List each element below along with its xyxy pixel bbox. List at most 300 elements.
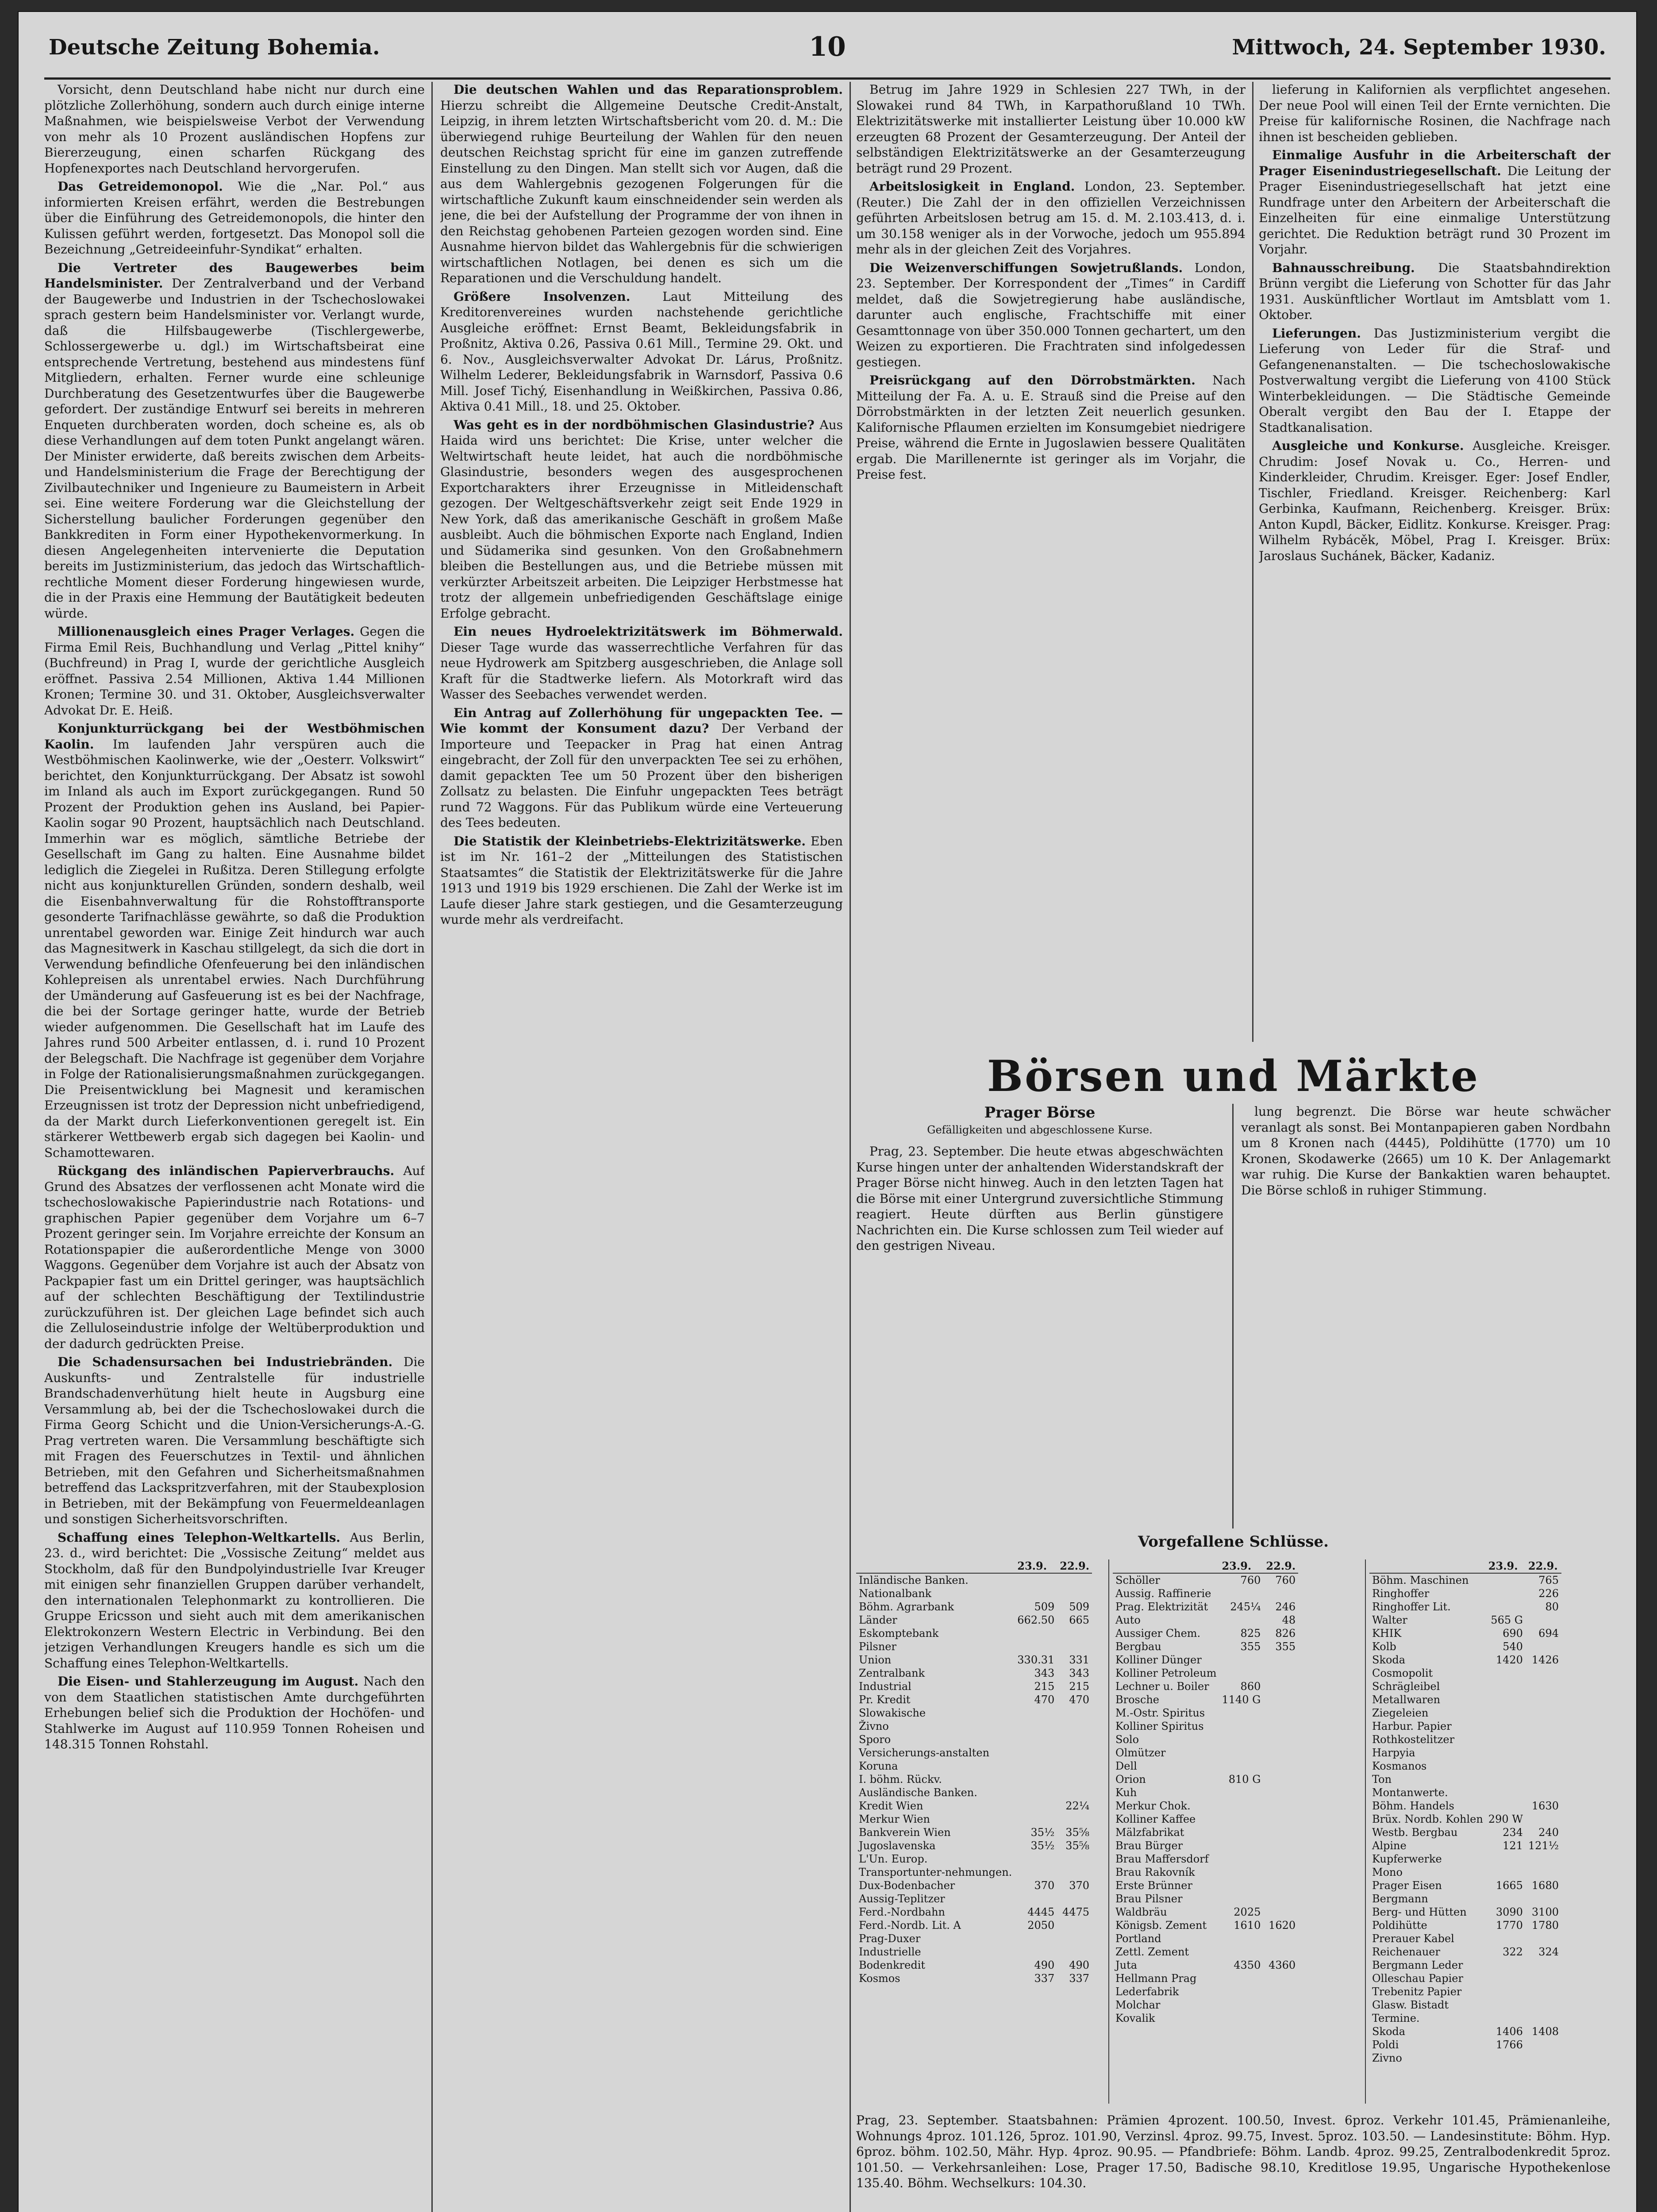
article-text: Eben ist im Nr. 161–2 der „Mitteilungen des Statistischen Staatsamtes“ die Statistik der Elektrizitätswerke für die Jahre 1913 und 1919 bis 1929 erschienen. Die Zahl der Werke ist im Laufe dieser Jahre stark gestiegen, und die Gesamterzeugung wurde mehr als verdreifacht. [440,833,843,927]
table-row [1113,1773,1298,1786]
price-cell: 810 G [1228,1773,1261,1786]
price-cell [1263,1892,1298,1905]
price-cell: 760 [1240,1574,1261,1586]
price-cell: 1140 G [1222,1694,1261,1706]
price-cell [1015,1720,1057,1733]
price-cell [1263,1587,1298,1600]
table-row [1369,1985,1561,1998]
price-cell [1015,1799,1057,1813]
security-name-cell: Aussig. Raffinerie [1115,1587,1211,1600]
price-cell [1219,1866,1263,1879]
article-text: Laut Mitteilung des Kreditorenvereines wurden nachstehende gerichtliche Ausgleiche eröffnet: Ernst Beamt, Bekleidungsfabrik in Proßnitz, Aktiva 0.26, Passiva 0.61 Mill., Termine 29. Okt. und 6. Nov., Ausgleichsverwalter Advokat Dr. Lárus, Proßnitz. Wilhelm Lederer, Bekleidungsfabrik in Warnsdorf, Passiva 0.6 Mill. Josef Tichý, Eisenhandlung in Weißkirchen, Passiva 0.86, Aktiva 0.41 Mill., 18. und 25. Oktober. [440,289,843,414]
table-row [1113,1706,1298,1720]
table-row [1369,1919,1561,1932]
security-name-cell: Aussiger Chem. [1115,1627,1201,1640]
article-heading: Die Schadensursachen bei Industriebränden. [58,1355,393,1369]
table-header-cell: 22.9. [1526,1559,1561,1573]
price-cell [1263,1693,1298,1706]
security-name-cell: Termine. [1372,2012,1420,2024]
price-cell [1057,1627,1092,1640]
security-name-cell: Juta [1115,1959,1138,1971]
table-divider [1108,1559,1109,2104]
price-cell: 1620 [1269,1919,1296,1932]
security-name-cell: Jugoslavenska [859,1839,936,1852]
price-cell: 330.31 [1017,1654,1055,1666]
security-name-cell: Rothkostelitzer [1372,1733,1455,1746]
table-row [1369,1892,1561,1905]
article-heading: Konjunkturrückgang bei der Westböhmischen Kaolin. [44,721,425,752]
price-cell: 470 [1034,1694,1055,1706]
price-cell [1219,1985,1263,1998]
price-cell [1263,1720,1298,1733]
security-name-cell: Inländische Banken. [859,1574,969,1586]
price-cell [1219,1852,1263,1866]
security-name-cell: Mono [1372,1866,1403,1878]
price-cell: 1406 [1496,2025,1523,2038]
price-cell: 470 [1069,1694,1090,1706]
article-heading: Bahnausschreibung. [1272,260,1415,275]
price-cell [1219,1746,1263,1759]
table-row [856,1706,1092,1720]
price-cell [1486,1998,1526,2012]
price-cell [1015,1786,1057,1799]
price-cell [1486,1892,1526,1905]
price-cell: 322 [1503,1946,1523,1958]
price-cell [1263,1932,1298,1945]
price-cell [1486,1680,1526,1693]
price-cell [1263,1972,1298,1985]
security-name-cell: Transportunter-nehmungen. [859,1866,1012,1878]
article-text: Der Verband der Importeure und Teepacker in Prag hat einen Antrag eingebracht, der Zoll für den unverpackten Tee sei zu erhöhen, damit gepackten Tee um 50 Prozent über den bisherigen Zollsatz zu belasten. Die Einfuhr ungepackten Tees beträgt rund 72 Waggons. Für das Publikum würde eine Verteuerung des Tees bedeuten. [440,721,843,830]
price-cell: 215 [1069,1680,1090,1693]
article-paragraph [440,289,843,415]
security-name-cell: Hellmann Prag [1115,1972,1197,1985]
security-name-cell: Kolliner Petroleum [1115,1667,1217,1679]
price-cell: 490 [1034,1959,1055,1971]
price-cell [1263,1706,1298,1720]
table-row [1113,1720,1298,1733]
table-row [856,1587,1092,1600]
article-paragraph [856,179,1246,257]
table-row [1369,1733,1561,1746]
article-heading: Die Eisen- und Stahlerzeugung im August. [58,1674,359,1689]
price-cell [1486,1720,1526,1733]
column-rule [431,82,433,2212]
price-cell [1263,1839,1298,1852]
price-cell: 226 [1538,1587,1559,1600]
security-name-cell: Trebenitz Papier [1372,1985,1462,1998]
security-name-cell: Union [859,1654,892,1666]
table-row [1113,1813,1298,1826]
table-header-row [1369,1559,1561,1573]
price-cell [1219,1667,1263,1680]
table-row [1369,1998,1561,2012]
article-heading: Größere Insolvenzen. [454,289,631,304]
security-name-cell: Reichenauer [1372,1946,1440,1958]
price-cell: 35½ [1030,1839,1055,1852]
article-paragraph [440,82,843,286]
price-cell [1486,2051,1526,2065]
price-cell: 1770 [1496,1919,1523,1932]
security-name-cell: Brau Pilsner [1115,1893,1183,1905]
masthead-title: Deutsche Zeitung Bohemia. [49,35,380,60]
quotes-table-title: Vorgefallene Schlüsse. [1138,1533,1329,1551]
price-cell [1486,1573,1526,1587]
price-cell [1486,1746,1526,1759]
price-cell: 80 [1545,1601,1559,1613]
price-cell: 662.50 [1017,1614,1055,1626]
price-cell [1057,1852,1092,1866]
security-name-cell: Kuh [1115,1786,1137,1799]
article-text: Ausgleiche. Kreisger. Chrudim: Josef Novak u. Co., Herren- und Kinderkleider, Chrudim. Kreisger. Eger: Josef Endler, Tischler, Friedland. Kreisger. Reichenberg: Karl Gerbinka, Kaufmann, Reichenberg. Kreisger. Brüx: Anton Kupdl, Bäcker, Eidlitz. Konkurse. Kreisger. Prag: Wilhelm Rybácěk, Möbel, Prag I. Kreisger. Brüx: Jaroslaus Suchánek, Bäcker, Kadaniz. [1259,438,1611,563]
article-heading: Die Vertreter des Baugewerbes beim Handelsminister. [44,260,425,291]
price-cell [1526,1985,1561,1998]
price-cell [1057,1786,1092,1799]
article-heading: Rückgang des inländischen Papierverbrauchs. [58,1164,395,1178]
column-1 [44,82,425,2212]
table-row [1369,1706,1561,1720]
article-paragraph [1259,147,1611,257]
article-heading: Preisrückgang auf den Dörrobstmärkten. [869,373,1196,388]
article-text: Dieser Tage wurde das wasserrechtliche Verfahren für das neue Hydrowerk am Spitzberg ausgeschrieben, die Anlage soll Kraft für die Stadtwerke liefern. Als Motorkraft wird das Wasser des Seebaches verwendet werden. [440,640,843,702]
price-cell: 1665 [1496,1879,1523,1892]
price-cell: 665 [1069,1614,1090,1626]
table-row [1369,1627,1561,1640]
security-name-cell: Brüx. Nordb. Kohlen [1372,1813,1483,1825]
price-cell [1219,2012,1263,2025]
table-row [1369,1680,1561,1693]
security-name-cell: Kosmos [859,1972,900,1985]
price-cell [1263,1759,1298,1773]
security-name-cell: Ringhoffer Lit. [1372,1601,1451,1613]
price-cell: 1610 [1234,1919,1261,1932]
security-name-cell: Živno [859,1720,889,1732]
table-header-cell: 22.9. [1263,1559,1298,1573]
price-cell [1057,1866,1092,1879]
table-row [1369,1945,1561,1959]
table-header-cell [856,1559,1015,1573]
security-name-cell: I. böhm. Rückv. [859,1773,942,1786]
security-name-cell: Nationalbank [859,1587,932,1600]
security-name-cell: Prager Eisen [1372,1879,1442,1892]
security-name-cell: M.-Ostr. Spiritus [1115,1707,1205,1719]
table-row [1113,1733,1298,1746]
table-row [1369,1573,1561,1587]
article-heading: Ein Antrag auf Zollerhöhung für ungepackten Tee. — Wie kommt der Konsument dazu? [440,705,843,736]
security-name-cell: Kolliner Spiritus [1115,1720,1204,1732]
article-text: Die Auskunfts- und Zentralstelle für industrielle Brandschadenverhütung hielt heute in Augsburg eine Versammlung ab, bei der die Tschechoslowakei durch die Firma Georg Schicht und die Union-Versicherungs-A.-G. Prag vertreten waren. Die Versammlung beschäftigte sich mit Fragen des Feuerschutzes in Textil- und ähnlichen Betrieben, mit den Gefahren und Sicherheitsmaßnahmen betreffend das Lackspritzverfahren, mit der Staubexplosion in Betrieben, mit der Bekämpfung von Feuermeldeanlagen und sonstigen Sicherheitsvorschriften. [44,1355,425,1526]
column-3 [856,82,1246,1042]
article-heading: Arbeitslosigkeit in England. [869,179,1075,194]
table-row [1369,1799,1561,1813]
price-cell [1219,1945,1263,1959]
price-cell [1219,1972,1263,1985]
table-row [1369,1839,1561,1852]
table-row [1369,1587,1561,1600]
security-name-cell: Sporo [859,1733,891,1746]
security-name-cell: Ferd.-Nordb. Lit. A [859,1919,961,1932]
table-row [1369,1813,1561,1826]
price-cell [1526,1613,1561,1627]
price-cell [1057,1573,1092,1587]
price-cell [1015,1627,1057,1640]
security-name-cell: Molchar [1115,1999,1161,2011]
security-name-cell: Brau Bürger [1115,1839,1183,1852]
security-name-cell: Kredit Wien [859,1800,923,1812]
table-header-row [856,1559,1092,1573]
price-cell [1263,1945,1298,1959]
security-name-cell: Kosmanos [1372,1760,1427,1772]
market-intro [856,1144,1223,1515]
table-row [1113,1786,1298,1799]
security-name-cell: Ton [1372,1773,1392,1786]
article-text: London, 23. September. (Reuter.) Die Zahl der in den offiziellen Verzeichnissen geführten Arbeitslosen betrug am 15. d. M. 2.103.413, d. i. um 30.158 weniger als in der Vorwoche, jedoch um 955.894 mehr als in der gleichen Zeit des Vorjahres. [856,179,1246,257]
security-name-cell: Harpyia [1372,1747,1415,1759]
price-cell [1526,1866,1561,1879]
security-name-cell: Böhm. Maschinen [1372,1574,1469,1586]
article-paragraph [1259,260,1611,323]
table-row [856,1786,1092,1799]
article-heading: Schaffung eines Telephon-Weltkartells. [58,1530,341,1545]
quotes-table-left [856,1559,1104,2104]
article-heading: Das Getreidemonopol. [58,179,223,194]
column-rule [1232,1104,1234,1528]
price-cell [1526,1746,1561,1759]
table-row [1113,1932,1298,1945]
table-row [1113,1693,1298,1706]
article-paragraph [44,179,425,257]
table-row [856,1653,1092,1667]
price-cell [1263,1653,1298,1667]
newspaper-page [18,11,1637,2212]
price-cell [1263,1733,1298,1746]
price-cell: 3090 [1496,1906,1523,1918]
price-cell [1526,1693,1561,1706]
security-name-cell: Lechner u. Boiler [1115,1680,1209,1693]
price-cell: 240 [1538,1826,1559,1839]
price-cell [1486,1759,1526,1773]
article-heading: Die deutschen Wahlen und das Reparationsproblem. [454,82,843,97]
price-cell: 760 [1275,1574,1296,1586]
security-name-cell: Waldbräu [1115,1906,1167,1918]
price-cell: 1420 [1496,1654,1523,1666]
table-row [1369,1759,1561,1773]
price-cell: 4360 [1269,1959,1296,1971]
article-heading: Die Weizenverschiffungen Sowjetrußlands. [869,260,1183,275]
table-row [856,1640,1092,1653]
security-name-cell: Zentralbank [859,1667,925,1679]
price-cell: 370 [1069,1879,1090,1892]
table-row [1113,1852,1298,1866]
price-cell: 2025 [1234,1906,1261,1918]
article-text: London, 23. September. Der Korrespondent der „Times“ in Cardiff meldet, daß die Sowjetregierung habe ausländische, darunter auch englische, Frachtschiffe mit einer Gesamttonnage von über 350.000 Tonnen gechartert, um den Weizen zu exportieren. Die Frachtraten sind infolgedessen gestiegen. [856,260,1246,369]
market-bottom-text [856,2112,1611,2212]
article-text: Nach Mitteilung der Fa. A. u. E. Strauß sind die Preise auf den Dörrobstmärkten in der letzten Zeit neuerlich gesunken. Kalifornische Pflaumen erzielten im Konsumgebiet niedrigere Preise, während die Ernte in Jugoslawien bessere Qualitäten ergab. Die Marillenernte ist geringer als im Vorjahr, die Preise fest. [856,373,1246,482]
article-paragraph [44,1354,425,1527]
table-row [856,1667,1092,1680]
price-cell [1057,1587,1092,1600]
security-name-cell: Prag-Duxer [859,1932,921,1945]
price-cell [1263,1799,1298,1813]
article-paragraph [1259,326,1611,436]
price-cell [1263,1985,1298,1998]
price-cell: 337 [1069,1972,1090,1985]
table-row [856,1600,1092,1613]
article-paragraph [856,260,1246,370]
table-row [1369,1600,1561,1613]
security-name-cell: Schöller [1115,1574,1160,1586]
price-cell [1263,2012,1298,2025]
article-paragraph [440,417,843,622]
price-cell [1015,1746,1057,1759]
article-heading: Ausgleiche und Konkurse. [1272,438,1464,453]
price-cell: 490 [1069,1959,1090,1971]
security-name-cell: Schrägleibel [1372,1680,1440,1693]
price-cell: 370 [1034,1879,1055,1892]
price-cell: 331 [1069,1654,1090,1666]
price-cell [1486,1706,1526,1720]
price-cell [1219,1998,1263,2012]
security-name-cell: Böhm. Handels [1372,1800,1454,1812]
table-row [856,1866,1092,1879]
price-cell [1219,1826,1263,1839]
table-row [856,1892,1092,1905]
price-cell: 1408 [1531,2025,1559,2038]
article-text: Vorsicht, denn Deutschland habe nicht nur durch eine plötzliche Zollerhöhung, sondern auch durch einige interne Maßnahmen, wie beispielsweise Verbot der Verwendung von mehr als 10 Prozent ausländischen Hopfens zur Biererzeugung, einen scharfen Rückgang des Hopfenexportes nach Deutschland hervorgerufen. [44,82,425,176]
price-cell [1057,1945,1092,1959]
price-cell [1263,1680,1298,1693]
price-cell [1263,1773,1298,1786]
price-cell: 246 [1275,1601,1296,1613]
security-name-cell: Ziegeleien [1372,1707,1429,1719]
price-cell: 1630 [1531,1800,1559,1812]
price-cell [1219,1932,1263,1945]
article-paragraph [44,721,425,1160]
article-text: Betrug im Jahre 1929 in Schlesien 227 TWh, in der Slowakei rund 84 TWh, in Karpathorußland 10 TWh. Elektrizitätswerke mit installierter Leistung über 10.000 kW erzeugten 68 Prozent der Gesamterzeugung. Der Anteil der selbständigen Elektrizitätswerke an der Gesamterzeugung beträgt rund 29 Prozent. [856,82,1246,176]
article-heading: Lieferungen. [1272,326,1361,341]
table-row [1113,1998,1298,2012]
table-row [1369,1905,1561,1919]
price-cell: 35⅝ [1065,1839,1090,1852]
table-row [1369,1826,1561,1839]
price-cell: 35½ [1030,1826,1055,1839]
table-row [1369,1773,1561,1786]
price-cell: 509 [1034,1601,1055,1613]
price-cell [1057,1746,1092,1759]
table-row [1113,1892,1298,1905]
table-row [856,1799,1092,1813]
price-cell [1486,1786,1526,1799]
table-row [1113,1653,1298,1667]
table-row [1113,2012,1298,2025]
price-cell [1486,1866,1526,1879]
security-name-cell: Industrial [859,1680,911,1693]
article-paragraph [440,833,843,928]
security-name-cell: Bergmann [1372,1893,1428,1905]
price-cell: 215 [1034,1680,1055,1693]
price-cell: 509 [1069,1601,1090,1613]
security-name-cell: Alpine [1372,1839,1407,1852]
article-paragraph [440,705,843,831]
table-row [1369,1653,1561,1667]
price-cell [1263,1813,1298,1826]
price-cell: 565 G [1491,1614,1523,1626]
security-name-cell: Orion [1115,1773,1146,1786]
table-row [1113,1746,1298,1759]
table-row [1369,2025,1561,2038]
security-name-cell: Mälzfabrikat [1115,1826,1184,1839]
price-cell: 4350 [1234,1959,1261,1971]
price-cell [1486,1587,1526,1600]
security-name-cell: Zivno [1372,2052,1402,2064]
article-text: Auf Grund des Absatzes der verflossenen acht Monate wird die tschechoslowakische Papierindustrie nach Rotations- und graphischen Papier gegenüber dem Vorjahre um 6–7 Prozent geringer sein. Im Vorjahre erreichte der Konsum an Rotationspapier die außerordentliche Menge von 3000 Waggons. Gegenüber dem Vorjahre ist auch der Absatz von Packpapier fast um ein Drittel geringer, was hauptsächlich auf der schlechten Beschäftigung der Textilindustrie zurückzuführen ist. Der gleichen Lage befindet sich auch die Zelluloseindustrie infolge der Weltüberproduktion und der dadurch gedrückten Preise. [44,1164,425,1351]
security-name-cell: Merkur Wien [859,1813,930,1825]
table-row [856,1852,1092,1866]
price-cell [1526,1680,1561,1693]
article-heading: Ein neues Hydroelektrizitätswerk im Böhmerwald. [454,624,843,639]
security-name-cell: Skoda [1372,1654,1406,1666]
price-cell: 290 W [1488,1813,1523,1825]
table-row [1113,1680,1298,1693]
price-cell: 4445 [1027,1906,1055,1918]
security-name-cell: Portland [1115,1932,1161,1945]
price-cell [1526,2038,1561,2051]
price-cell [1219,1613,1263,1627]
price-cell [1526,1720,1561,1733]
table-row [1369,1667,1561,1680]
table-header-cell: 22.9. [1057,1559,1092,1573]
price-cell: 121 [1503,1839,1523,1852]
table-row [856,1932,1092,1945]
security-name-cell: Bergmann Leder [1372,1959,1463,1971]
price-cell [1057,1640,1092,1653]
table-row [856,1813,1092,1826]
table-row [1113,1985,1298,1998]
table-row [1113,1759,1298,1773]
price-cell [1263,1852,1298,1866]
article-text: Das Justizministerium vergibt die Lieferung von Leder für die Straf- und Gefangenenanstalten. — Die tschechoslowakische Postverwaltung vergibt die Lieferung von 4100 Stück Winterbekleidungen. — Die Städtische Gemeinde Oberalt vergibt den Bau der I. Etappe der Stadtkanalisation. [1259,326,1611,435]
price-cell: 826 [1275,1627,1296,1640]
table-header-cell: 23.9. [1015,1559,1057,1573]
security-name-cell: Poldi [1372,2039,1399,2051]
security-name-cell: Auto [1115,1614,1141,1626]
article-paragraph [44,260,425,622]
price-cell: 3100 [1531,1906,1559,1918]
article-heading: Einmalige Ausfuhr in die Arbeiterschaft der Prager Eisenindustriegesellschaft. [1259,148,1611,178]
table-row [1113,1613,1298,1627]
price-cell [1263,1786,1298,1799]
price-cell [1219,1813,1263,1826]
price-cell [1526,2051,1561,2065]
article-paragraph [440,624,843,703]
bond-quotes-paragraph: Prag, 23. September. Staatsbahnen: Prämien 4prozent. 100.50, Invest. 6proz. Verkehr 101.45, Prämienanleihe, Wohnungs 4proz. 101.126, 5proz. 101.90, Verzinsl. 4proz. 99.75, Invest. 5proz. 103.50. — Landesinstitute: Böhm. Hyp. 6proz. böhm. 102.50, Mähr. Hyp. 4proz. 90.95. — Pfandbriefe: Böhm. Landb. 4proz. 99.25, Zentralbodenkredit 5proz. 101.50. — Verkehrsanleihen: Lose, Prager 17.50, Badische 98.10, Kreditlose 19.95, Ungarische Hypothekenlose 135.40. Böhm. Wechselkurs: 104.30. [856,2113,1611,2190]
price-cell: 22¼ [1065,1800,1090,1812]
price-cell: 245¼ [1230,1601,1261,1613]
price-cell [1486,1972,1526,1985]
table-row [1113,1600,1298,1613]
article-text: lieferung in Kalifornien als verpflichtet angesehen. Der neue Pool will einen Teil der Ernte vernichten. Die Preise für kalifornische Rosinen, die Nachfrage nach ihnen ist bescheiden geblieben. [1259,82,1611,144]
table-row [856,1759,1092,1773]
article-paragraph [44,82,425,176]
price-cell [1526,1773,1561,1786]
article-text: Hierzu schreibt die Allgemeine Deutsche Credit-Anstalt, Leipzig, in ihrem letzten Wirtschaftsbericht vom 20. d. M.: Die überwiegend ruhige Beurteilung der Wahlen für den neuen deutschen Reichstag spricht für eine im ganzen zutreffende Einstellung zu den Dingen. Man stellt sich vor Augen, daß die aus dem Wahlergebnis gezogenen Folgerungen für die wirtschaftliche Zukunft kaum einschneidender sein werden als jene, die bei der Aufstellung der Programme der von ihnen in den Reichstag gehobenen Parteien gezogen worden sind. Eine Ausnahme hiervon bildet das Wahlergebnis für die schwierigen wirtschaftlichen Notlagen, bei denen es sich um die Reparationen und die Verschuldung handelt. [440,98,843,285]
price-cell: 343 [1069,1667,1090,1679]
security-name-cell: Olmützer [1115,1747,1166,1759]
article-text: Die Staatsbahndirektion Brünn vergibt die Lieferung von Schotter für das Jahr 1931. Auskünftlicher Wortlaut im Amtsblatt vom 1. Oktober. [1259,260,1611,322]
article-paragraph [44,1530,425,1671]
quotes-table [856,1559,1092,1985]
table-row [1113,1573,1298,1587]
